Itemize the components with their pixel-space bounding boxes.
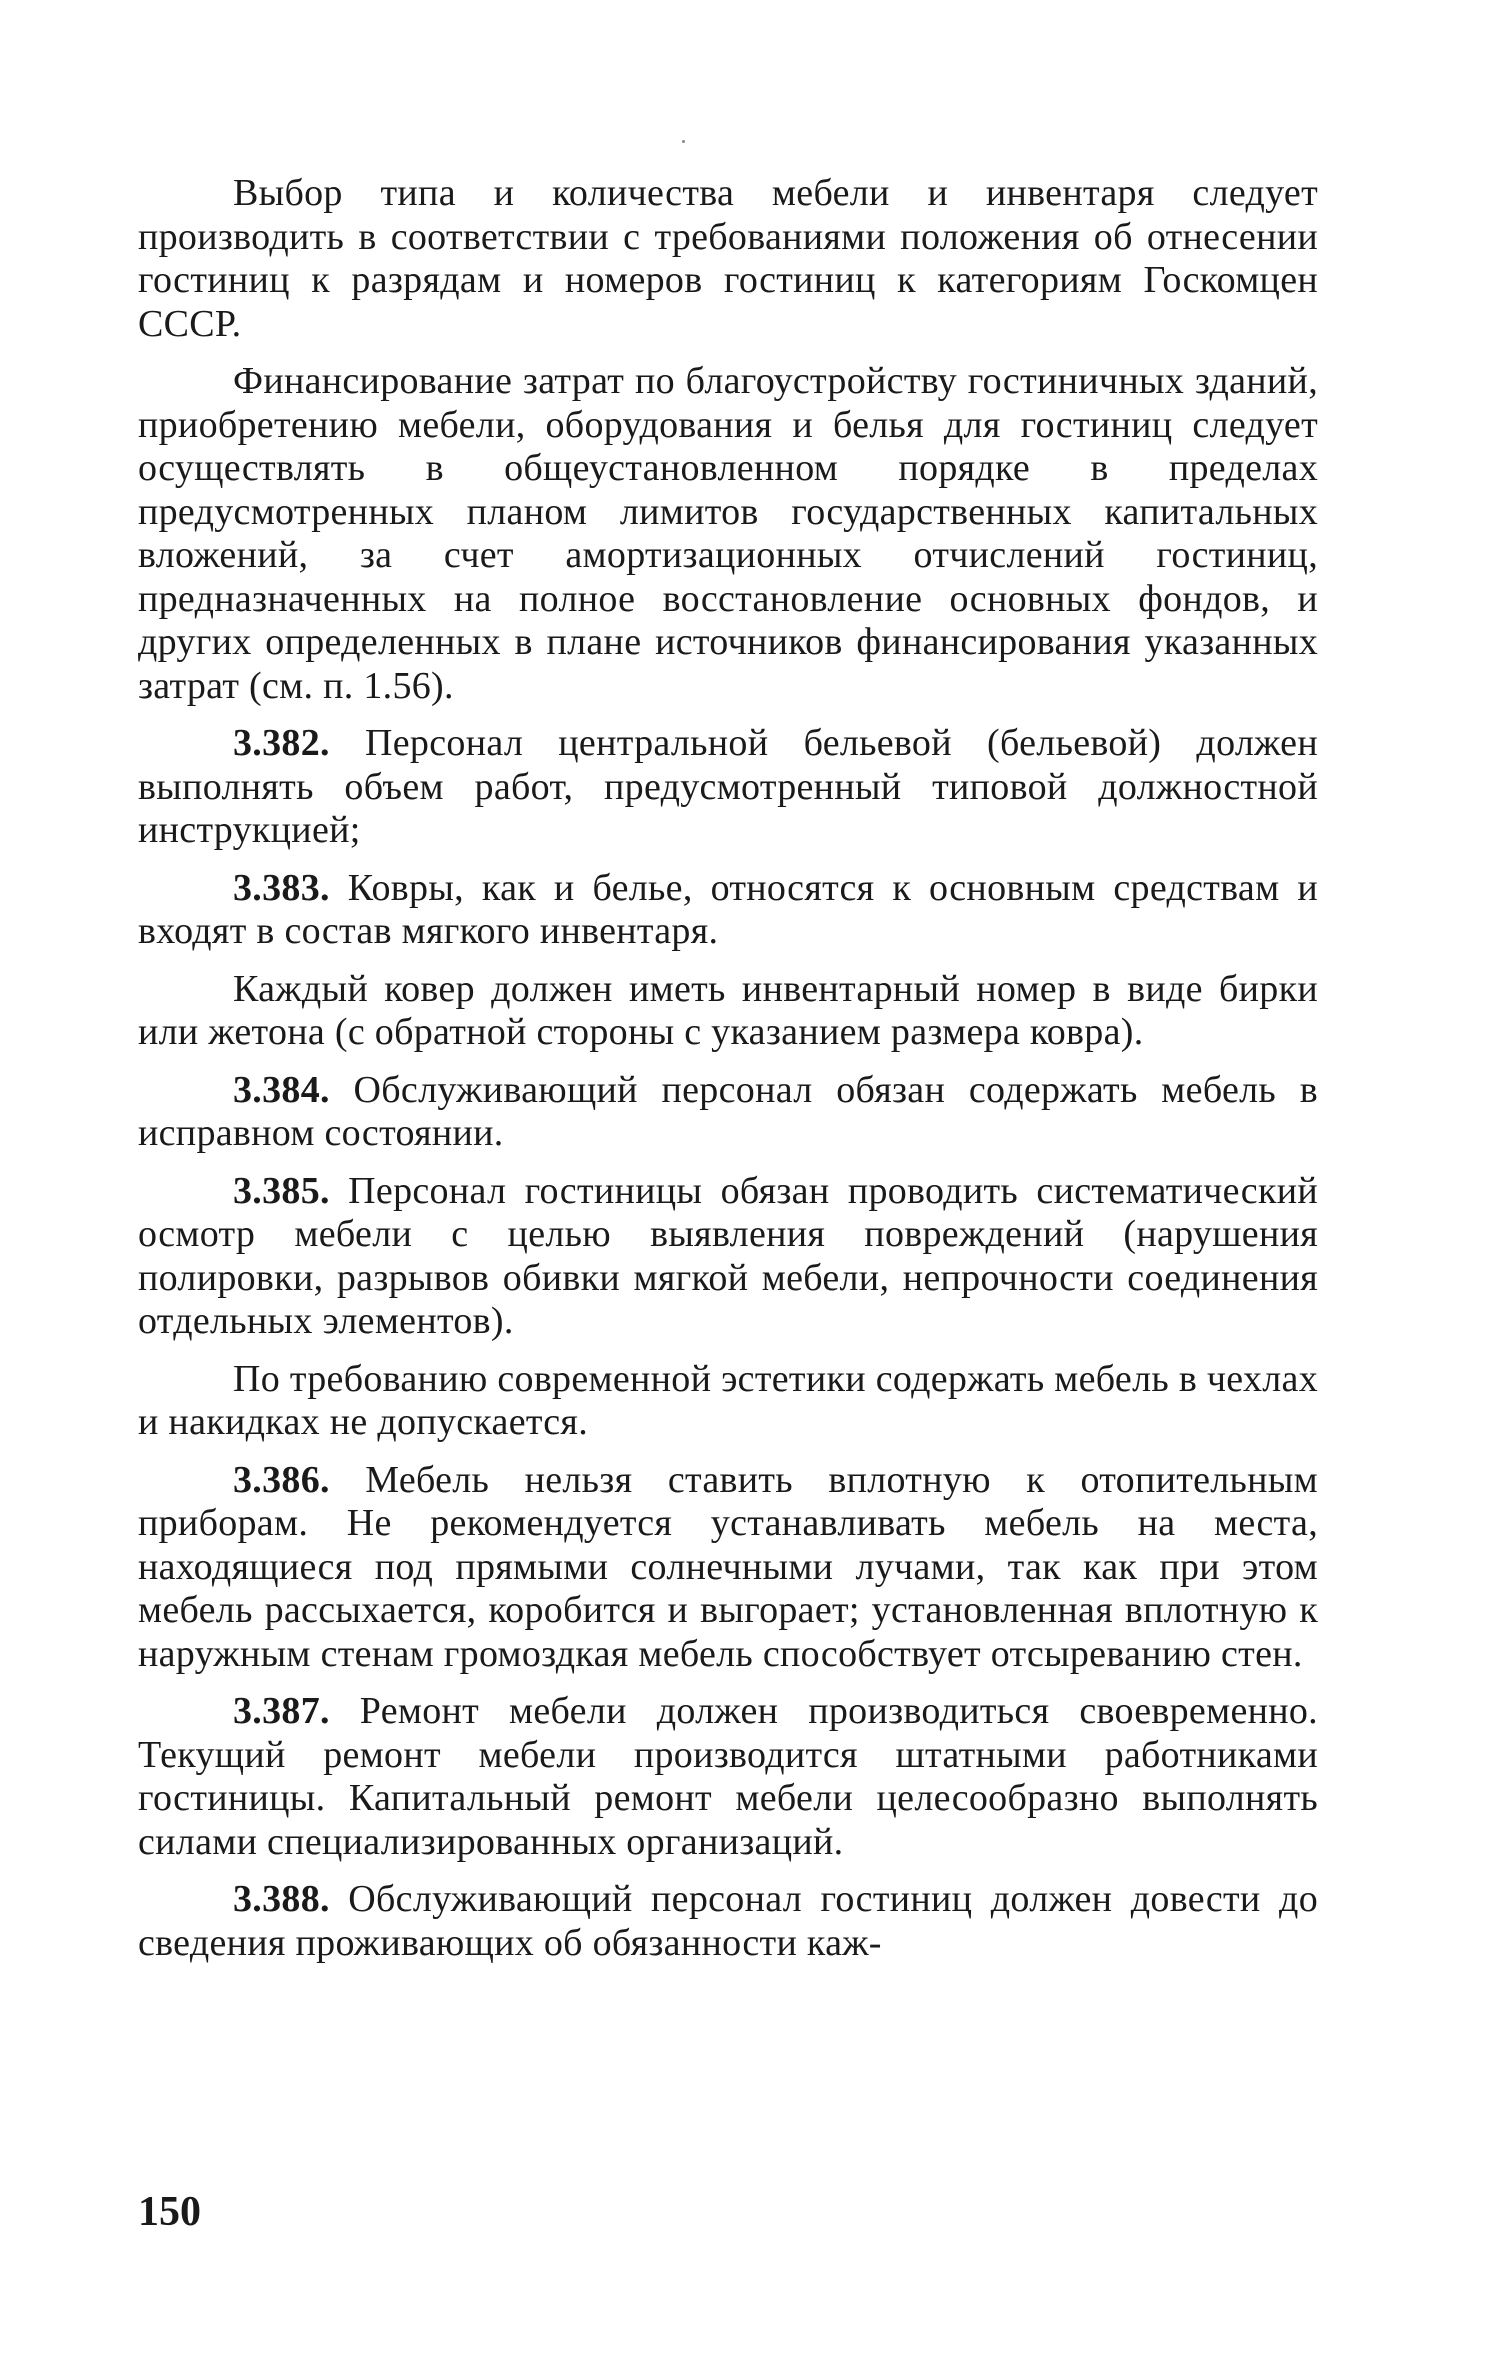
paragraph-3-387: 3.387. Ремонт мебели должен производиться своевременно. Текущий ремонт мебели производится штатными работниками гостиницы. Капитальный ремонт мебели целесообразно выполнять силами специализированных организаций.	[138, 1690, 1318, 1863]
section-number: 3.382.	[233, 722, 330, 764]
scan-speck	[682, 140, 685, 143]
section-number: 3.388.	[233, 1878, 330, 1920]
page-body	[138, 172, 1318, 1979]
paragraph-carpet-inventory: Каждый ковер должен иметь инвентарный номер в виде бирки или жетона (с обратной стороны с указанием размера ковра).	[138, 967, 1318, 1053]
paragraph-3-382: 3.382. Персонал центральной бельевой (бельевой) должен выполнять объем работ, предусмотренный типовой должностной инструкцией;	[138, 722, 1318, 851]
section-number: 3.383.	[233, 866, 330, 909]
paragraph-3-385: 3.385. Персонал гостиницы обязан проводить систематический осмотр мебели с целью выявления повреждений (нарушения полировки, разрывов обивки мягкой мебели, непрочности соединения отдельных элементов).	[138, 1169, 1318, 1342]
page-number: 150	[138, 2189, 201, 2235]
paragraph-3-388: 3.388. Обслуживающий персонал гостиниц должен довести до сведения проживающих об обязанности каж-	[138, 1878, 1318, 1964]
paragraph-3-383: 3.383. Ковры, как и белье, относятся к основным средствам и входят в состав мягкого инвентаря.	[138, 866, 1318, 952]
section-number: 3.384.	[233, 1068, 330, 1111]
paragraph-aesthetics: По требованию современной эстетики содержать мебель в чехлах и накидках не допускается.	[138, 1357, 1318, 1443]
section-number: 3.387.	[233, 1690, 330, 1732]
section-number: 3.385.	[233, 1169, 330, 1212]
paragraph-3-386: 3.386. Мебель нельзя ставить вплотную к отопительным приборам. Не рекомендуется устанавливать мебель на места, находящиеся под прямыми солнечными лучами, так как при этом мебель рассыхается, коробится и выгорает; установленная вплотную к наружным стенам громоздкая мебель способствует отсыреванию стен.	[138, 1458, 1318, 1675]
paragraph-furniture-selection: Выбор типа и количества мебели и инвентаря следует производить в соответствии с требованиями положения об отнесении гостиниц к разрядам и номеров гостиниц к категориям Госкомцен СССР.	[138, 172, 1318, 345]
paragraph-financing: Финансирование затрат по благоустройству гостиничных зданий, приобретению мебели, оборудования и белья для гостиниц следует осуществлять в общеустановленном порядке в пределах предусмотренных планом лимитов государственных капитальных вложений, за счет амортизационных отчислений гостиниц, предназначенных на полное восстановление основных фондов, и других определенных в плане источников финансирования указанных затрат (см. п. 1.56).	[138, 360, 1318, 707]
paragraph-3-384: 3.384. Обслуживающий персонал обязан содержать мебель в исправном состоянии.	[138, 1068, 1318, 1154]
section-number: 3.386.	[233, 1458, 330, 1501]
